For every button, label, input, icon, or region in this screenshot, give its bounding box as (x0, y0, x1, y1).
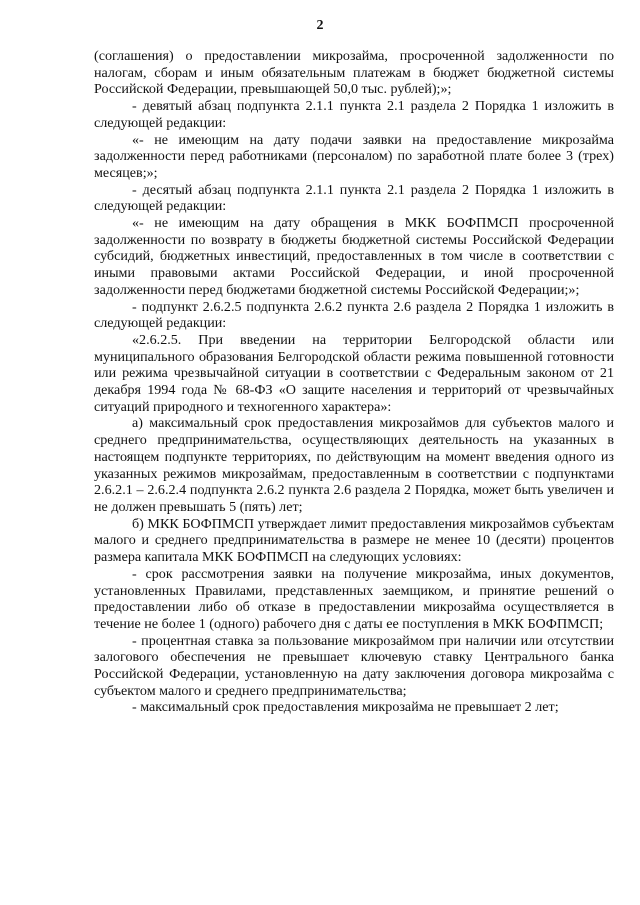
paragraph: - максимальный срок предоставления микрозайма не превышает 2 лет; (132, 699, 559, 716)
paragraph: «- не имеющим на дату подачи заявки на предоставление микрозайма задолженности перед работниками (персоналом) по заработной плате более 3 (трех) месяцев;»; (94, 131, 614, 181)
paragraph: - срок рассмотрения заявки на получение микрозайма, иных документов, установленных Правилами, представленных заемщиком, и принятие решений о предоставлении либо об отказе в предоставлении микрозайма осуществляется в течение не более 1 (одного) рабочего дня с даты ее поступления в МКК БОФПМСП; (94, 565, 614, 632)
paragraph: б) МКК БОФПМСП утверждает лимит предоставления микрозаймов субъектам малого и среднего предпринимательства в размере не менее 10 (десяти) процентов размера капитала МКК БОФПМСП на следующих условиях: (94, 515, 614, 566)
paragraph: - девятый абзац подпункта 2.1.1 пункта 2.1 раздела 2 Порядка 1 изложить в следующей редакции: (94, 98, 614, 131)
paragraph: «- не имеющим на дату обращения в МКК БОФПМСП просроченной задолженности по возврату в бюджеты бюджетной системы Российской Федерации субсидий, бюджетных инвестиций, предоставленных в том числе в соответствии с иными правовыми актами Российской Федерации, и иной просроченной задолженности перед бюджетами бюджетной системы Российской Федерации;»; (94, 215, 614, 298)
paragraph: а) максимальный срок предоставления микрозаймов для субъектов малого и среднего предпринимательства, осуществляющих деятельность на указанных в настоящем подпункте территориях, по действующим на момент введения одного из указанных режимов микрозаймам, предоставленным в соответствии с подпунктами 2.6.2.1 – 2.6.2.4 подпункта 2.6.2 пункта 2.6 раздела 2 Порядка, может быть увеличен и не должен превышать 5 (пять) лет; (94, 415, 614, 515)
paragraph: «2.6.2.5. При введении на территории Белгородской области или муниципального образования Белгородской области режима повышенной готовности или режима чрезвычайной ситуации в соответствии с Федеральным законом от 21 декабря 1994 года № 68-ФЗ «О защите населения и территорий от чрезвычайных ситуаций природного и техногенного характера»: (94, 331, 614, 415)
paragraph: - процентная ставка за пользование микрозаймом при наличии или отсутствии залогового обеспечения не превышает ключевую ставку Центрального банка Российской Федерации, установленную на дату заключения договора микрозайма с субъектом малого и среднего предпринимательства; (94, 632, 614, 699)
document-body (94, 48, 614, 716)
paragraph: (соглашения) о предоставлении микрозайма, просроченной задолженности по налогам, сборам и иным обязательным платежам в бюджет бюджетной системы Российской Федерации, превышающей 50,0 тыс. рублей);»; (94, 48, 614, 98)
paragraph: - десятый абзац подпункта 2.1.1 пункта 2.1 раздела 2 Порядка 1 изложить в следующей редакции: (94, 181, 614, 215)
page-number: 2 (316, 18, 324, 33)
paragraph: - подпункт 2.6.2.5 подпункта 2.6.2 пункта 2.6 раздела 2 Порядка 1 изложить в следующей редакции: (94, 298, 614, 332)
